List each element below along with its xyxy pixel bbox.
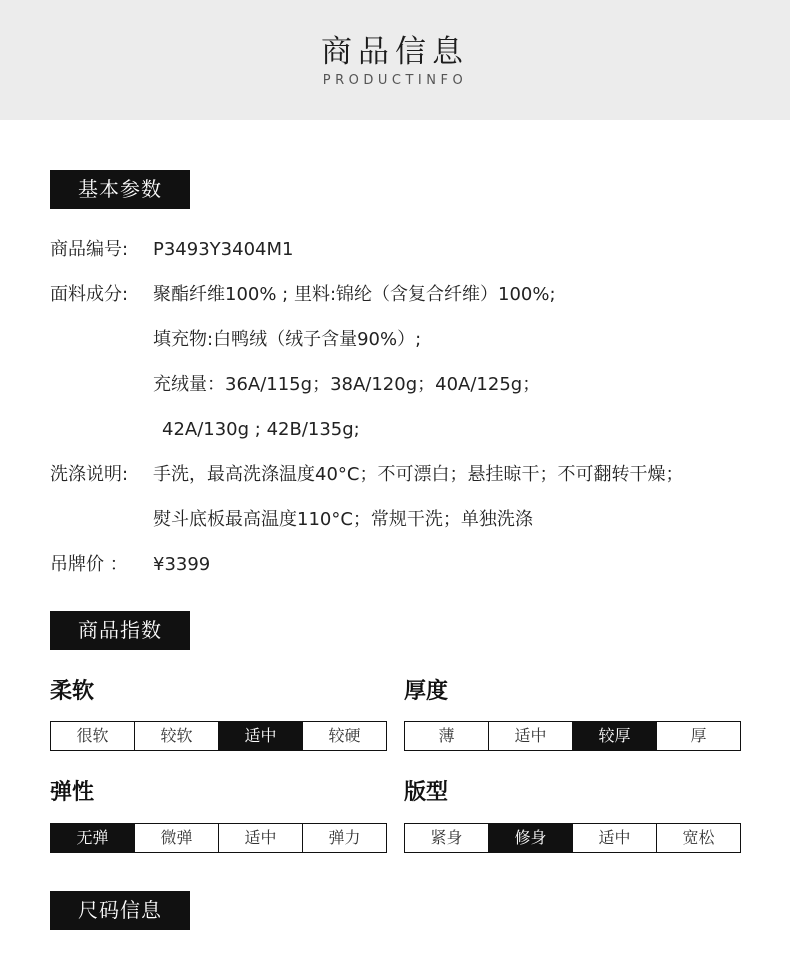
scale-option-selected: 较厚 (572, 722, 656, 750)
thickness-scale (404, 721, 741, 751)
scale-option: 适中 (488, 722, 572, 750)
scale-option: 较硬 (302, 722, 386, 750)
index-title-thickness: 厚度 (404, 679, 449, 704)
material-line: 42A/130g ; 42B/135g; (162, 419, 360, 440)
material-line: 充绒量：36A/115g；38A/120g；40A/125g； (153, 374, 541, 395)
scale-option: 较软 (134, 722, 218, 750)
fit-scale (404, 823, 741, 853)
scale-option: 厚 (656, 722, 740, 750)
scale-option: 紧身 (430, 828, 463, 847)
elasticity-scale (50, 823, 387, 853)
scale-option-selected: 适中 (218, 722, 302, 750)
index-title-softness: 柔软 (50, 679, 95, 704)
product-code-label: 商品编号: (50, 239, 129, 260)
price-value: ¥3399 (153, 554, 211, 575)
page-subtitle: PRODUCTINFO (322, 73, 468, 88)
scale-option-selected: 修身 (488, 824, 572, 852)
section-label-size: 尺码信息 (50, 891, 190, 930)
scale-option: 薄 (438, 726, 455, 745)
scale-option: 宽松 (656, 824, 740, 852)
scale-option: 适中 (572, 824, 656, 852)
wash-line: 熨斗底板最高温度110°C；常规干洗；单独洗涤 (153, 509, 533, 530)
scale-option: 微弹 (134, 824, 218, 852)
material-label: 面料成分: (50, 284, 129, 305)
softness-scale (50, 721, 387, 751)
index-title-fit: 版型 (404, 780, 449, 805)
scale-option: 弹力 (302, 824, 386, 852)
index-title-elasticity: 弹性 (50, 780, 95, 805)
scale-option-selected: 无弹 (51, 824, 134, 852)
product-code-value: P3493Y3404M1 (153, 239, 294, 260)
scale-option: 适中 (218, 824, 302, 852)
wash-label: 洗涤说明: (50, 464, 129, 485)
section-label-index: 商品指数 (50, 611, 190, 650)
material-line: 填充物:白鸭绒（绒子含量90%）; (153, 329, 422, 350)
scale-option: 很软 (76, 726, 109, 745)
price-label: 吊牌价 ： (50, 554, 128, 575)
page-title: 商品信息 (321, 34, 469, 70)
material-line: 聚酯纤维100% ; 里料:锦纶（含复合纤维）100%; (153, 284, 556, 305)
wash-line: 手洗，最高洗涤温度40°C；不可漂白；悬挂晾干；不可翻转干燥； (153, 464, 684, 485)
section-label-basic: 基本参数 (50, 170, 190, 209)
